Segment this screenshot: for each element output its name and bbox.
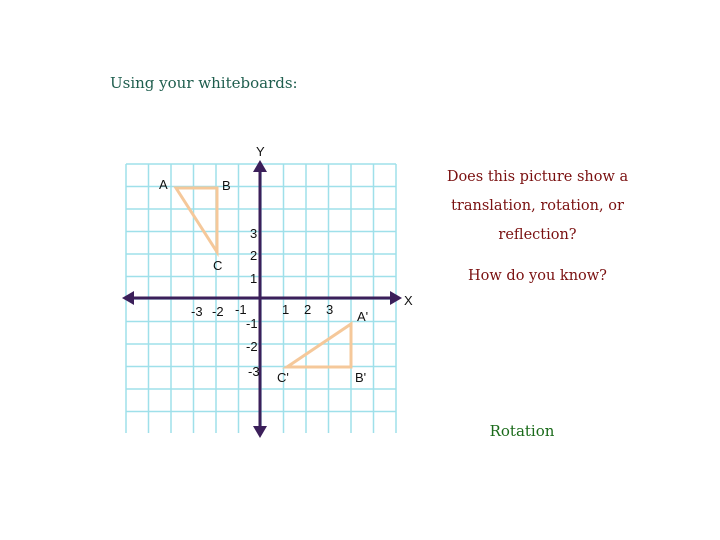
vertex-c-prime-label: C' [277, 370, 289, 385]
question-line-2: How do you know? [468, 268, 607, 284]
y-axis-arrow-down [253, 426, 267, 438]
slide-heading: Using your whiteboards: [110, 74, 298, 92]
triangle-abc-prime [287, 324, 351, 367]
y-tick-neg1: -1 [246, 316, 258, 331]
vertex-a-prime-label: A' [357, 309, 369, 324]
x-axis-label: X [404, 293, 413, 308]
answer-text: Rotation [489, 422, 555, 440]
vertex-b-prime-label: B' [355, 370, 367, 385]
y-tick-3: 3 [250, 226, 258, 241]
question-line-1: Does this picture show a translation, rotation, or reflection? [446, 169, 629, 243]
y-tick-1: 1 [250, 271, 258, 286]
vertex-a-label: A [159, 177, 168, 192]
y-axis-label: Y [256, 144, 265, 159]
x-tick-neg2: -2 [212, 304, 224, 319]
y-tick-2: 2 [250, 248, 258, 263]
vertex-c-label: C [213, 258, 223, 273]
x-axis-arrow-left [122, 291, 134, 305]
triangle-abc [176, 188, 217, 252]
y-tick-neg3: -3 [248, 364, 260, 379]
y-tick-neg2: -2 [246, 339, 258, 354]
x-tick-neg3: -3 [191, 304, 203, 319]
y-axis-arrow-up [253, 160, 267, 172]
x-tick-neg1: -1 [235, 302, 247, 317]
x-tick-1: 1 [282, 302, 290, 317]
vertex-b-label: B [222, 178, 231, 193]
x-tick-3: 3 [326, 302, 334, 317]
x-tick-2: 2 [304, 302, 312, 317]
